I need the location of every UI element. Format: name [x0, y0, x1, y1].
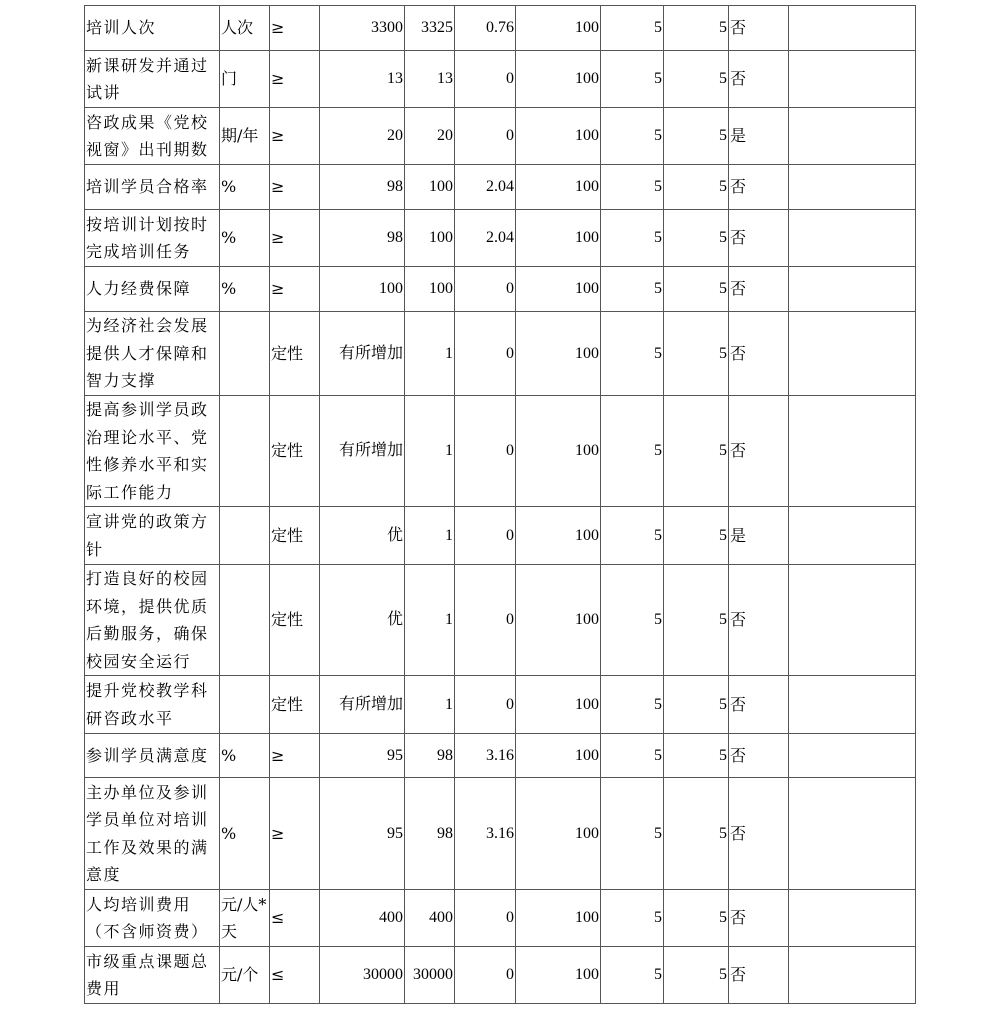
- operator-cell: ≥: [270, 778, 320, 890]
- flag-cell: 否: [729, 676, 789, 734]
- completion-percent-cell: 100: [516, 778, 601, 890]
- flag-cell: 否: [729, 51, 789, 108]
- actual-value-cell: 400: [405, 890, 455, 947]
- deviation-rate-cell: 0: [455, 108, 516, 165]
- operator-cell: ≥: [270, 734, 320, 778]
- completion-percent-cell: 100: [516, 676, 601, 734]
- indicator-name-cell: 提高参训学员政治理论水平、党性修养水平和实际工作能力: [85, 396, 220, 507]
- table-row: [85, 267, 916, 312]
- table-row: [85, 890, 916, 947]
- score-cell: 5: [664, 51, 729, 108]
- completion-percent-cell: 100: [516, 6, 601, 51]
- completion-percent-cell: 100: [516, 51, 601, 108]
- indicator-name-cell: 宣讲党的政策方针: [85, 507, 220, 565]
- score-cell: 5: [664, 108, 729, 165]
- deviation-rate-cell: 2.04: [455, 165, 516, 210]
- flag-cell: 否: [729, 6, 789, 51]
- unit-cell: [220, 565, 270, 676]
- operator-cell: ≥: [270, 165, 320, 210]
- completion-percent-cell: 100: [516, 108, 601, 165]
- unit-cell: [220, 676, 270, 734]
- deviation-rate-cell: 2.04: [455, 210, 516, 267]
- unit-cell: [220, 396, 270, 507]
- target-value-cell: 98: [320, 165, 405, 210]
- completion-percent-cell: 100: [516, 396, 601, 507]
- table-row: [85, 312, 916, 396]
- actual-value-cell: 20: [405, 108, 455, 165]
- operator-cell: ≥: [270, 108, 320, 165]
- weight-cell: 5: [601, 165, 664, 210]
- deviation-rate-cell: 3.16: [455, 734, 516, 778]
- note-cell: [789, 565, 916, 676]
- flag-cell: 是: [729, 108, 789, 165]
- completion-percent-cell: 100: [516, 565, 601, 676]
- indicator-name-cell: 按培训计划按时完成培训任务: [85, 210, 220, 267]
- note-cell: [789, 210, 916, 267]
- target-value-cell: 3300: [320, 6, 405, 51]
- operator-cell: ≥: [270, 6, 320, 51]
- target-value-cell: 95: [320, 734, 405, 778]
- indicator-name-cell: 培训人次: [85, 6, 220, 51]
- actual-value-cell: 100: [405, 267, 455, 312]
- target-value-cell: 20: [320, 108, 405, 165]
- unit-cell: %: [220, 267, 270, 312]
- weight-cell: 5: [601, 507, 664, 565]
- flag-cell: 否: [729, 165, 789, 210]
- flag-cell: 否: [729, 396, 789, 507]
- target-value-cell: 有所增加: [320, 396, 405, 507]
- actual-value-cell: 13: [405, 51, 455, 108]
- score-cell: 5: [664, 165, 729, 210]
- note-cell: [789, 778, 916, 890]
- indicator-name-cell: 提升党校教学科研咨政水平: [85, 676, 220, 734]
- operator-cell: 定性: [270, 676, 320, 734]
- unit-cell: 元/人*天: [220, 890, 270, 947]
- unit-cell: [220, 312, 270, 396]
- note-cell: [789, 6, 916, 51]
- deviation-rate-cell: 0: [455, 267, 516, 312]
- indicator-name-cell: 参训学员满意度: [85, 734, 220, 778]
- flag-cell: 否: [729, 210, 789, 267]
- flag-cell: 否: [729, 734, 789, 778]
- completion-percent-cell: 100: [516, 165, 601, 210]
- indicator-name-cell: 主办单位及参训学员单位对培训工作及效果的满意度: [85, 778, 220, 890]
- actual-value-cell: 1: [405, 396, 455, 507]
- score-cell: 5: [664, 312, 729, 396]
- completion-percent-cell: 100: [516, 890, 601, 947]
- operator-cell: 定性: [270, 565, 320, 676]
- target-value-cell: 98: [320, 210, 405, 267]
- deviation-rate-cell: 0: [455, 565, 516, 676]
- unit-cell: %: [220, 210, 270, 267]
- completion-percent-cell: 100: [516, 947, 601, 1004]
- deviation-rate-cell: 0: [455, 312, 516, 396]
- score-cell: 5: [664, 210, 729, 267]
- table-row: [85, 165, 916, 210]
- target-value-cell: 优: [320, 565, 405, 676]
- actual-value-cell: 3325: [405, 6, 455, 51]
- actual-value-cell: 100: [405, 210, 455, 267]
- weight-cell: 5: [601, 396, 664, 507]
- target-value-cell: 30000: [320, 947, 405, 1004]
- score-cell: 5: [664, 6, 729, 51]
- operator-cell: 定性: [270, 396, 320, 507]
- target-value-cell: 400: [320, 890, 405, 947]
- weight-cell: 5: [601, 890, 664, 947]
- note-cell: [789, 507, 916, 565]
- unit-cell: 门: [220, 51, 270, 108]
- table-row: [85, 6, 916, 51]
- score-cell: 5: [664, 565, 729, 676]
- score-cell: 5: [664, 734, 729, 778]
- unit-cell: 元/个: [220, 947, 270, 1004]
- operator-cell: 定性: [270, 312, 320, 396]
- operator-cell: 定性: [270, 507, 320, 565]
- score-cell: 5: [664, 396, 729, 507]
- table-row: [85, 565, 916, 676]
- deviation-rate-cell: 0: [455, 890, 516, 947]
- table-row: [85, 947, 916, 1004]
- completion-percent-cell: 100: [516, 734, 601, 778]
- score-cell: 5: [664, 947, 729, 1004]
- target-value-cell: 13: [320, 51, 405, 108]
- actual-value-cell: 98: [405, 734, 455, 778]
- target-value-cell: 100: [320, 267, 405, 312]
- completion-percent-cell: 100: [516, 507, 601, 565]
- indicator-name-cell: 培训学员合格率: [85, 165, 220, 210]
- unit-cell: %: [220, 734, 270, 778]
- table-row: [85, 396, 916, 507]
- weight-cell: 5: [601, 267, 664, 312]
- note-cell: [789, 890, 916, 947]
- target-value-cell: 有所增加: [320, 676, 405, 734]
- operator-cell: ≤: [270, 890, 320, 947]
- operator-cell: ≤: [270, 947, 320, 1004]
- note-cell: [789, 108, 916, 165]
- deviation-rate-cell: 0: [455, 51, 516, 108]
- deviation-rate-cell: 0: [455, 507, 516, 565]
- actual-value-cell: 98: [405, 778, 455, 890]
- operator-cell: ≥: [270, 267, 320, 312]
- actual-value-cell: 1: [405, 676, 455, 734]
- score-cell: 5: [664, 778, 729, 890]
- score-cell: 5: [664, 507, 729, 565]
- weight-cell: 5: [601, 312, 664, 396]
- table-row: [85, 108, 916, 165]
- score-cell: 5: [664, 676, 729, 734]
- indicator-name-cell: 市级重点课题总费用: [85, 947, 220, 1004]
- weight-cell: 5: [601, 778, 664, 890]
- flag-cell: 否: [729, 890, 789, 947]
- note-cell: [789, 312, 916, 396]
- flag-cell: 是: [729, 507, 789, 565]
- indicator-name-cell: 人均培训费用（不含师资费）: [85, 890, 220, 947]
- weight-cell: 5: [601, 565, 664, 676]
- operator-cell: ≥: [270, 51, 320, 108]
- target-value-cell: 优: [320, 507, 405, 565]
- deviation-rate-cell: 0.76: [455, 6, 516, 51]
- score-cell: 5: [664, 267, 729, 312]
- unit-cell: [220, 507, 270, 565]
- target-value-cell: 95: [320, 778, 405, 890]
- actual-value-cell: 1: [405, 312, 455, 396]
- flag-cell: 否: [729, 565, 789, 676]
- table-row: [85, 734, 916, 778]
- weight-cell: 5: [601, 210, 664, 267]
- table-row: [85, 507, 916, 565]
- table-row: [85, 210, 916, 267]
- flag-cell: 否: [729, 312, 789, 396]
- table-row: [85, 778, 916, 890]
- deviation-rate-cell: 3.16: [455, 778, 516, 890]
- note-cell: [789, 267, 916, 312]
- actual-value-cell: 30000: [405, 947, 455, 1004]
- completion-percent-cell: 100: [516, 267, 601, 312]
- indicator-name-cell: 咨政成果《党校视窗》出刊期数: [85, 108, 220, 165]
- deviation-rate-cell: 0: [455, 396, 516, 507]
- indicator-name-cell: 人力经费保障: [85, 267, 220, 312]
- weight-cell: 5: [601, 734, 664, 778]
- flag-cell: 否: [729, 947, 789, 1004]
- indicator-name-cell: 为经济社会发展提供人才保障和智力支撑: [85, 312, 220, 396]
- actual-value-cell: 100: [405, 165, 455, 210]
- score-cell: 5: [664, 890, 729, 947]
- weight-cell: 5: [601, 108, 664, 165]
- weight-cell: 5: [601, 6, 664, 51]
- table-row: [85, 676, 916, 734]
- unit-cell: 人次: [220, 6, 270, 51]
- deviation-rate-cell: 0: [455, 947, 516, 1004]
- note-cell: [789, 165, 916, 210]
- actual-value-cell: 1: [405, 507, 455, 565]
- note-cell: [789, 676, 916, 734]
- note-cell: [789, 734, 916, 778]
- weight-cell: 5: [601, 676, 664, 734]
- table-row: [85, 51, 916, 108]
- flag-cell: 否: [729, 778, 789, 890]
- unit-cell: 期/年: [220, 108, 270, 165]
- weight-cell: 5: [601, 947, 664, 1004]
- note-cell: [789, 396, 916, 507]
- note-cell: [789, 947, 916, 1004]
- actual-value-cell: 1: [405, 565, 455, 676]
- weight-cell: 5: [601, 51, 664, 108]
- unit-cell: %: [220, 778, 270, 890]
- deviation-rate-cell: 0: [455, 676, 516, 734]
- flag-cell: 否: [729, 267, 789, 312]
- indicator-name-cell: 打造良好的校园环境，提供优质后勤服务，确保校园安全运行: [85, 565, 220, 676]
- indicator-table: [84, 5, 916, 1004]
- operator-cell: ≥: [270, 210, 320, 267]
- note-cell: [789, 51, 916, 108]
- target-value-cell: 有所增加: [320, 312, 405, 396]
- completion-percent-cell: 100: [516, 312, 601, 396]
- indicator-name-cell: 新课研发并通过试讲: [85, 51, 220, 108]
- completion-percent-cell: 100: [516, 210, 601, 267]
- unit-cell: %: [220, 165, 270, 210]
